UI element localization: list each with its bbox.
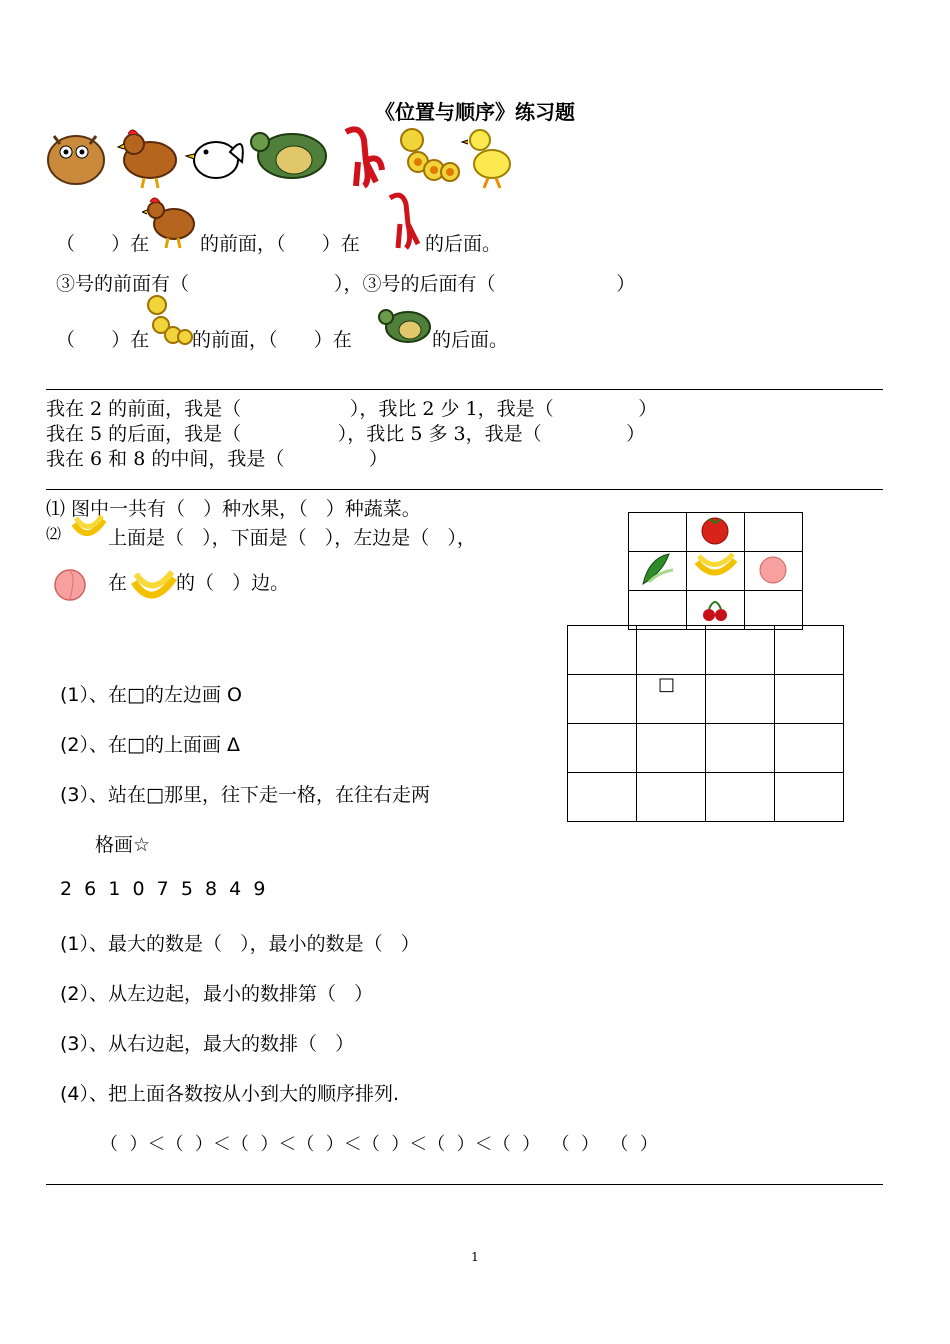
divider bbox=[46, 389, 883, 390]
cabbage-icon bbox=[629, 552, 686, 586]
tomato-icon bbox=[687, 513, 744, 547]
grid-cell[interactable] bbox=[568, 675, 637, 724]
q5-item2: (2）、从左边起，最小的数排第（ ） bbox=[60, 983, 374, 1005]
bird-icon bbox=[186, 142, 243, 178]
q1-line3-part2: 的前面，（ ）在 bbox=[192, 329, 352, 351]
grid-cell bbox=[687, 552, 745, 591]
q1-line3-part1: （ ）在 bbox=[56, 329, 150, 351]
grid-cell[interactable] bbox=[637, 724, 706, 773]
grid-cell bbox=[687, 591, 745, 630]
q5-sequence: （ ）＜（ ）＜（ ）＜（ ）＜（ ）＜（ ）＜（ ） （ ） （ ） bbox=[100, 1134, 658, 1155]
q3-line3-b: 的（ ）边。 bbox=[176, 572, 290, 594]
q4-item1: (1）、在□的左边画 O bbox=[60, 684, 242, 706]
grid-cell[interactable] bbox=[706, 773, 775, 822]
divider bbox=[46, 489, 883, 490]
q1-line2: ③号的前面有（ ），③号的后面有（ ） bbox=[56, 273, 636, 295]
q1-line1-part3: 的后面。 bbox=[425, 233, 502, 255]
q5-item3: (3）、从右边起，最大的数排（ ） bbox=[60, 1033, 355, 1055]
grid-cell bbox=[687, 513, 745, 552]
q3-line3-a: 在 bbox=[108, 572, 128, 594]
q1-line1-part2: 的前面，（ ）在 bbox=[200, 233, 360, 255]
rooster-icon bbox=[118, 130, 176, 188]
page-title: 《位置与顺序》练习题 bbox=[375, 100, 575, 124]
q5-numbers: 2 6 1 0 7 5 8 4 9 bbox=[60, 878, 266, 900]
grid-cell[interactable] bbox=[568, 773, 637, 822]
grid-cell[interactable] bbox=[775, 724, 844, 773]
peach-icon bbox=[50, 565, 90, 607]
divider bbox=[46, 1184, 883, 1185]
q2-line3: 我在 6 和 8 的中间，我是（ ） bbox=[46, 448, 388, 470]
q3-line2: 上面是（ ），下面是（ ），左边是（ ）， bbox=[108, 527, 476, 549]
grid-cell[interactable] bbox=[637, 773, 706, 822]
horse-icon bbox=[346, 129, 382, 186]
q3-line1: ⑴ 图中一共有（ ）种水果，（ ）种蔬菜。 bbox=[46, 498, 421, 520]
q1-line1-part1: （ ）在 bbox=[56, 233, 150, 255]
banana-icon bbox=[130, 570, 178, 614]
grid-cell[interactable] bbox=[775, 773, 844, 822]
rooster-icon bbox=[142, 192, 200, 254]
grid-cell bbox=[745, 591, 803, 630]
grid-cell[interactable] bbox=[775, 675, 844, 724]
grid-cell bbox=[745, 513, 803, 552]
q3-line2-prefix: ⑵ bbox=[46, 525, 62, 543]
grid-cell[interactable] bbox=[775, 626, 844, 675]
page-number: 1 bbox=[471, 1250, 479, 1264]
q5-item4: (4）、把上面各数按从小到大的顺序排列. bbox=[60, 1083, 400, 1105]
banana-icon bbox=[72, 514, 106, 548]
grid-cell[interactable] bbox=[706, 626, 775, 675]
peach-icon bbox=[745, 552, 802, 586]
q4-item2: (2）、在□的上面画 Δ bbox=[60, 734, 240, 756]
duck-icon bbox=[462, 130, 510, 188]
drawing-grid bbox=[567, 625, 844, 822]
grid-cell[interactable] bbox=[568, 626, 637, 675]
fruit-grid bbox=[628, 512, 803, 630]
cat-icon bbox=[48, 136, 104, 184]
caterpillar-icon bbox=[401, 129, 459, 181]
grid-cell[interactable] bbox=[706, 724, 775, 773]
q2-line2: 我在 5 的后面，我是（ ），我比 5 多 3，我是（ ） bbox=[46, 423, 646, 445]
grid-cell bbox=[629, 591, 687, 630]
caterpillar-icon bbox=[145, 293, 193, 353]
grid-cell[interactable] bbox=[568, 724, 637, 773]
grid-cell[interactable] bbox=[706, 675, 775, 724]
q5-item1: (1）、最大的数是（ ），最小的数是（ ） bbox=[60, 933, 420, 955]
turtle-icon bbox=[251, 133, 326, 178]
q1-line3-part3: 的后面。 bbox=[432, 329, 509, 351]
cherry-icon bbox=[687, 591, 744, 625]
q4-item3: (3）、站在□那里，往下走一格，在往右走两 bbox=[60, 784, 430, 806]
grid-cell bbox=[629, 513, 687, 552]
banana-icon bbox=[687, 552, 744, 586]
turtle-icon bbox=[378, 303, 432, 351]
grid-cell bbox=[629, 552, 687, 591]
horse-icon bbox=[384, 190, 428, 254]
q4-item3-cont: 格画☆ bbox=[95, 834, 151, 856]
grid-cell[interactable] bbox=[637, 626, 706, 675]
q2-line1: 我在 2 的前面，我是（ ），我比 2 少 1，我是（ ） bbox=[46, 398, 658, 420]
grid-cell bbox=[745, 552, 803, 591]
animal-row bbox=[44, 122, 524, 190]
square-marker: □ bbox=[658, 674, 676, 695]
